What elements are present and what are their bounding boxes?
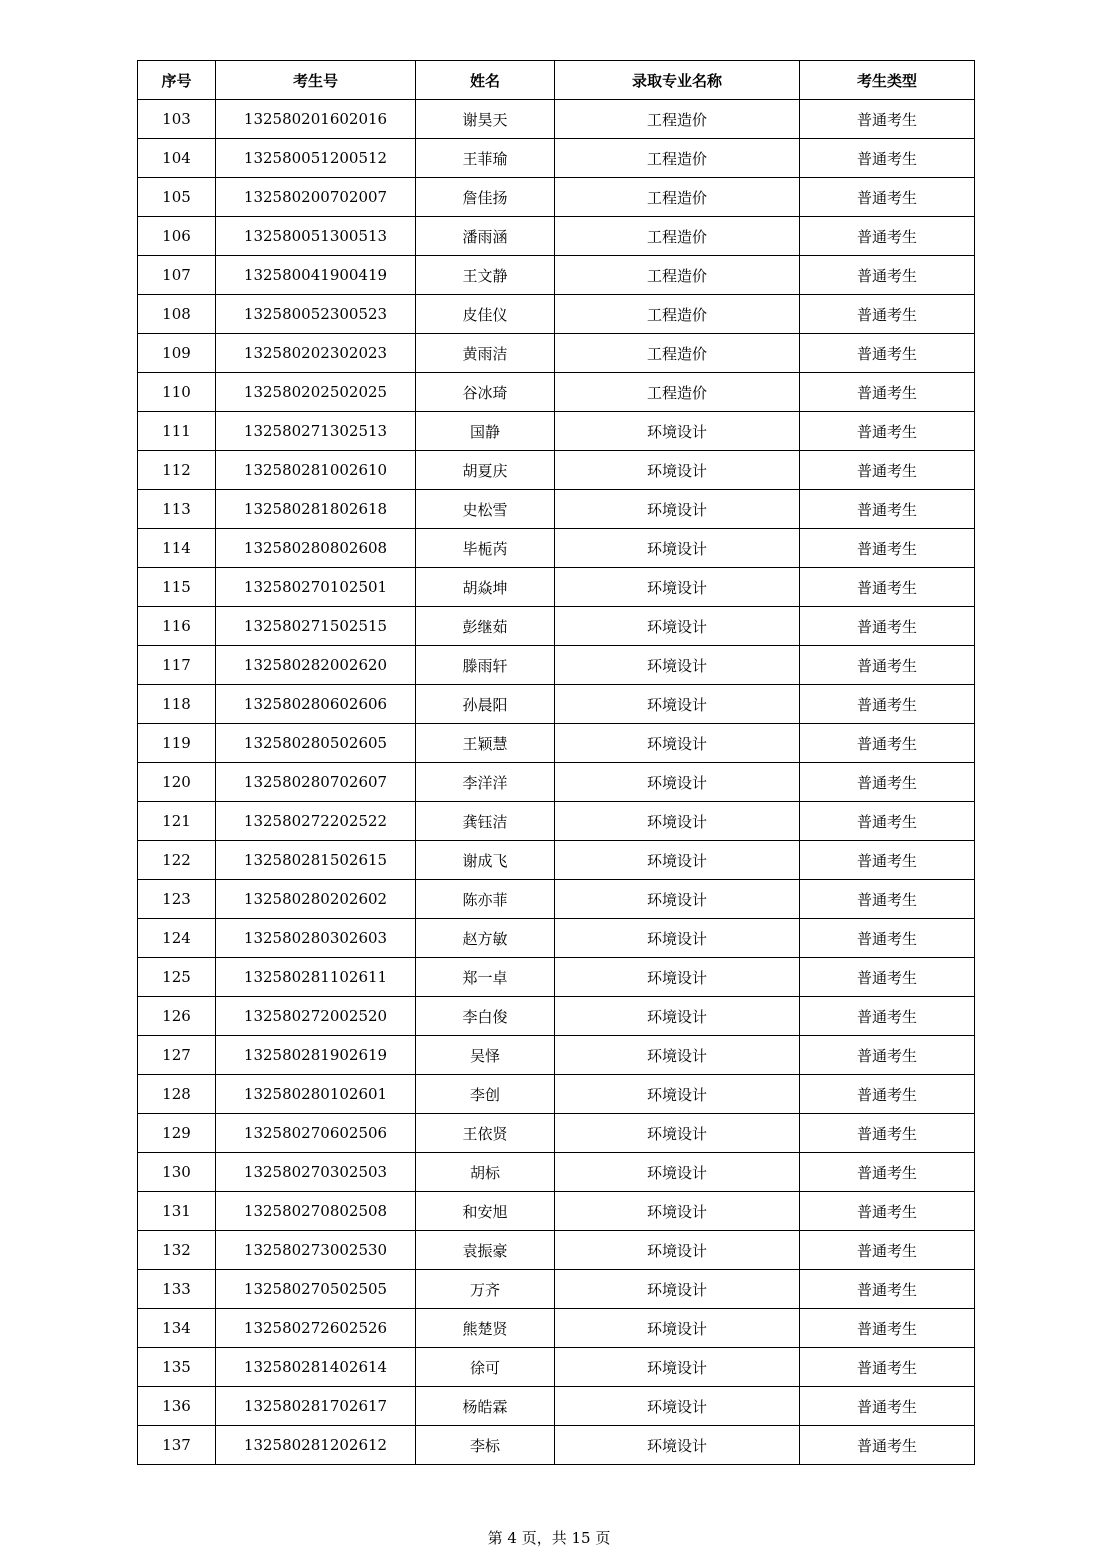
- cell-name: 李白俊: [416, 997, 555, 1036]
- cell-major: 环境设计: [555, 412, 800, 451]
- cell-major: 环境设计: [555, 880, 800, 919]
- cell-candidate-type: 普通考生: [800, 1348, 975, 1387]
- table-row: [138, 1309, 975, 1348]
- cell-candidate-number: 132580280202602: [216, 880, 416, 919]
- cell-candidate-type: 普通考生: [800, 1231, 975, 1270]
- cell-candidate-number: 132580281702617: [216, 1387, 416, 1426]
- table-row: [138, 841, 975, 880]
- table-row: [138, 1231, 975, 1270]
- cell-major: 环境设计: [555, 724, 800, 763]
- cell-name: 赵方敏: [416, 919, 555, 958]
- cell-name: 胡焱坤: [416, 568, 555, 607]
- cell-major: 工程造价: [555, 139, 800, 178]
- cell-candidate-number: 132580201602016: [216, 100, 416, 139]
- cell-serial-number: 134: [138, 1309, 216, 1348]
- cell-major: 环境设计: [555, 1348, 800, 1387]
- cell-name: 王颖慧: [416, 724, 555, 763]
- table-row: [138, 763, 975, 802]
- cell-candidate-number: 132580281502615: [216, 841, 416, 880]
- cell-serial-number: 133: [138, 1270, 216, 1309]
- cell-serial-number: 135: [138, 1348, 216, 1387]
- cell-serial-number: 106: [138, 217, 216, 256]
- cell-candidate-number: 132580202302023: [216, 334, 416, 373]
- cell-serial-number: 117: [138, 646, 216, 685]
- cell-name: 熊楚贤: [416, 1309, 555, 1348]
- cell-candidate-type: 普通考生: [800, 139, 975, 178]
- cell-name: 李创: [416, 1075, 555, 1114]
- cell-major: 环境设计: [555, 685, 800, 724]
- table-row: [138, 1075, 975, 1114]
- cell-candidate-type: 普通考生: [800, 1426, 975, 1465]
- cell-candidate-type: 普通考生: [800, 1075, 975, 1114]
- cell-candidate-type: 普通考生: [800, 529, 975, 568]
- cell-serial-number: 130: [138, 1153, 216, 1192]
- table-row: [138, 607, 975, 646]
- table-row: [138, 139, 975, 178]
- table-row: [138, 295, 975, 334]
- cell-candidate-type: 普通考生: [800, 685, 975, 724]
- header-name: 姓名: [416, 61, 555, 100]
- table-row: [138, 646, 975, 685]
- table-row: [138, 1270, 975, 1309]
- cell-candidate-type: 普通考生: [800, 373, 975, 412]
- cell-candidate-type: 普通考生: [800, 256, 975, 295]
- cell-candidate-number: 132580281002610: [216, 451, 416, 490]
- cell-serial-number: 136: [138, 1387, 216, 1426]
- cell-candidate-number: 132580202502025: [216, 373, 416, 412]
- table-row: [138, 334, 975, 373]
- cell-candidate-type: 普通考生: [800, 178, 975, 217]
- table-row: [138, 1192, 975, 1231]
- table-row: [138, 568, 975, 607]
- cell-name: 李标: [416, 1426, 555, 1465]
- table-row: [138, 373, 975, 412]
- cell-name: 谢成飞: [416, 841, 555, 880]
- cell-major: 工程造价: [555, 217, 800, 256]
- cell-serial-number: 112: [138, 451, 216, 490]
- cell-serial-number: 108: [138, 295, 216, 334]
- cell-major: 环境设计: [555, 568, 800, 607]
- cell-candidate-type: 普通考生: [800, 607, 975, 646]
- cell-major: 环境设计: [555, 1075, 800, 1114]
- cell-name: 胡标: [416, 1153, 555, 1192]
- cell-candidate-number: 132580280702607: [216, 763, 416, 802]
- cell-major: 环境设计: [555, 1192, 800, 1231]
- cell-candidate-type: 普通考生: [800, 802, 975, 841]
- cell-candidate-type: 普通考生: [800, 568, 975, 607]
- cell-name: 谢昊天: [416, 100, 555, 139]
- cell-name: 谷冰琦: [416, 373, 555, 412]
- header-serial-number: 序号: [138, 61, 216, 100]
- cell-name: 万齐: [416, 1270, 555, 1309]
- cell-name: 王菲瑜: [416, 139, 555, 178]
- cell-serial-number: 127: [138, 1036, 216, 1075]
- cell-candidate-type: 普通考生: [800, 451, 975, 490]
- page-footer: 第 4 页，共 15 页: [487, 1529, 611, 1547]
- table-row: [138, 178, 975, 217]
- cell-candidate-number: 132580270302503: [216, 1153, 416, 1192]
- cell-serial-number: 123: [138, 880, 216, 919]
- cell-candidate-number: 132580281202612: [216, 1426, 416, 1465]
- cell-serial-number: 126: [138, 997, 216, 1036]
- table-row: [138, 997, 975, 1036]
- cell-candidate-number: 132580273002530: [216, 1231, 416, 1270]
- table-row: [138, 256, 975, 295]
- cell-candidate-type: 普通考生: [800, 1153, 975, 1192]
- cell-candidate-type: 普通考生: [800, 490, 975, 529]
- cell-serial-number: 120: [138, 763, 216, 802]
- cell-candidate-number: 132580051200512: [216, 139, 416, 178]
- cell-candidate-number: 132580051300513: [216, 217, 416, 256]
- cell-major: 环境设计: [555, 451, 800, 490]
- cell-candidate-number: 132580280502605: [216, 724, 416, 763]
- cell-serial-number: 113: [138, 490, 216, 529]
- cell-candidate-number: 132580270102501: [216, 568, 416, 607]
- cell-candidate-type: 普通考生: [800, 841, 975, 880]
- table-row: [138, 1153, 975, 1192]
- cell-major: 工程造价: [555, 295, 800, 334]
- cell-name: 孙晨阳: [416, 685, 555, 724]
- table-row: [138, 1426, 975, 1465]
- table-row: [138, 958, 975, 997]
- cell-serial-number: 125: [138, 958, 216, 997]
- cell-candidate-type: 普通考生: [800, 1270, 975, 1309]
- cell-candidate-type: 普通考生: [800, 412, 975, 451]
- cell-major: 工程造价: [555, 373, 800, 412]
- cell-serial-number: 115: [138, 568, 216, 607]
- cell-candidate-number: 132580280602606: [216, 685, 416, 724]
- cell-major: 环境设计: [555, 646, 800, 685]
- table-row: [138, 919, 975, 958]
- cell-serial-number: 121: [138, 802, 216, 841]
- cell-name: 胡夏庆: [416, 451, 555, 490]
- cell-name: 王依贤: [416, 1114, 555, 1153]
- cell-candidate-number: 132580272602526: [216, 1309, 416, 1348]
- cell-serial-number: 132: [138, 1231, 216, 1270]
- cell-candidate-number: 132580281102611: [216, 958, 416, 997]
- cell-major: 环境设计: [555, 958, 800, 997]
- cell-major: 环境设计: [555, 490, 800, 529]
- cell-serial-number: 104: [138, 139, 216, 178]
- cell-name: 和安旭: [416, 1192, 555, 1231]
- cell-major: 环境设计: [555, 763, 800, 802]
- cell-candidate-number: 132580270602506: [216, 1114, 416, 1153]
- cell-candidate-number: 132580272202522: [216, 802, 416, 841]
- cell-name: 滕雨轩: [416, 646, 555, 685]
- table-row: [138, 217, 975, 256]
- cell-serial-number: 131: [138, 1192, 216, 1231]
- cell-candidate-number: 132580041900419: [216, 256, 416, 295]
- table-row: [138, 1348, 975, 1387]
- cell-major: 工程造价: [555, 100, 800, 139]
- cell-serial-number: 111: [138, 412, 216, 451]
- cell-major: 工程造价: [555, 256, 800, 295]
- table-row: [138, 490, 975, 529]
- cell-candidate-type: 普通考生: [800, 1192, 975, 1231]
- cell-name: 徐可: [416, 1348, 555, 1387]
- cell-candidate-number: 132580281902619: [216, 1036, 416, 1075]
- cell-name: 陈亦菲: [416, 880, 555, 919]
- cell-candidate-number: 132580272002520: [216, 997, 416, 1036]
- cell-name: 皮佳仪: [416, 295, 555, 334]
- cell-candidate-type: 普通考生: [800, 763, 975, 802]
- cell-candidate-type: 普通考生: [800, 880, 975, 919]
- cell-candidate-number: 132580052300523: [216, 295, 416, 334]
- cell-major: 环境设计: [555, 1114, 800, 1153]
- cell-candidate-type: 普通考生: [800, 295, 975, 334]
- cell-serial-number: 107: [138, 256, 216, 295]
- cell-serial-number: 109: [138, 334, 216, 373]
- table-row: [138, 1387, 975, 1426]
- cell-candidate-type: 普通考生: [800, 958, 975, 997]
- table-row: [138, 412, 975, 451]
- table-row: [138, 1114, 975, 1153]
- cell-name: 国静: [416, 412, 555, 451]
- cell-name: 杨皓霖: [416, 1387, 555, 1426]
- cell-serial-number: 116: [138, 607, 216, 646]
- cell-major: 环境设计: [555, 1426, 800, 1465]
- cell-name: 黄雨洁: [416, 334, 555, 373]
- cell-name: 毕栀芮: [416, 529, 555, 568]
- cell-serial-number: 119: [138, 724, 216, 763]
- cell-major: 环境设计: [555, 607, 800, 646]
- cell-major: 环境设计: [555, 1309, 800, 1348]
- cell-serial-number: 122: [138, 841, 216, 880]
- cell-major: 环境设计: [555, 1387, 800, 1426]
- cell-name: 李洋洋: [416, 763, 555, 802]
- cell-candidate-number: 132580280302603: [216, 919, 416, 958]
- table-row: [138, 451, 975, 490]
- cell-major: 工程造价: [555, 178, 800, 217]
- cell-candidate-number: 132580280802608: [216, 529, 416, 568]
- cell-candidate-type: 普通考生: [800, 217, 975, 256]
- admission-table: [137, 60, 975, 1465]
- table-row: [138, 529, 975, 568]
- cell-candidate-type: 普通考生: [800, 1387, 975, 1426]
- cell-name: 郑一卓: [416, 958, 555, 997]
- cell-name: 潘雨涵: [416, 217, 555, 256]
- cell-serial-number: 103: [138, 100, 216, 139]
- cell-candidate-type: 普通考生: [800, 100, 975, 139]
- cell-name: 龚钰洁: [416, 802, 555, 841]
- table-row: [138, 685, 975, 724]
- cell-candidate-number: 132580271302513: [216, 412, 416, 451]
- cell-major: 环境设计: [555, 1036, 800, 1075]
- cell-major: 工程造价: [555, 334, 800, 373]
- header-major: 录取专业名称: [555, 61, 800, 100]
- cell-major: 环境设计: [555, 841, 800, 880]
- cell-candidate-type: 普通考生: [800, 997, 975, 1036]
- cell-candidate-number: 132580270502505: [216, 1270, 416, 1309]
- cell-major: 环境设计: [555, 997, 800, 1036]
- cell-name: 吴怿: [416, 1036, 555, 1075]
- cell-name: 彭继茹: [416, 607, 555, 646]
- cell-serial-number: 114: [138, 529, 216, 568]
- cell-candidate-type: 普通考生: [800, 646, 975, 685]
- cell-candidate-type: 普通考生: [800, 334, 975, 373]
- cell-candidate-number: 132580282002620: [216, 646, 416, 685]
- cell-major: 环境设计: [555, 529, 800, 568]
- cell-candidate-type: 普通考生: [800, 1036, 975, 1075]
- table-header-row: [138, 61, 975, 100]
- cell-candidate-number: 132580281402614: [216, 1348, 416, 1387]
- cell-candidate-type: 普通考生: [800, 919, 975, 958]
- cell-candidate-number: 132580200702007: [216, 178, 416, 217]
- table-row: [138, 880, 975, 919]
- table-body: [138, 100, 975, 1465]
- cell-major: 环境设计: [555, 1231, 800, 1270]
- cell-major: 环境设计: [555, 919, 800, 958]
- cell-major: 环境设计: [555, 1153, 800, 1192]
- cell-serial-number: 128: [138, 1075, 216, 1114]
- cell-name: 袁振豪: [416, 1231, 555, 1270]
- table-row: [138, 724, 975, 763]
- cell-candidate-number: 132580281802618: [216, 490, 416, 529]
- cell-serial-number: 129: [138, 1114, 216, 1153]
- header-candidate-number: 考生号: [216, 61, 416, 100]
- cell-serial-number: 105: [138, 178, 216, 217]
- table-row: [138, 802, 975, 841]
- cell-serial-number: 124: [138, 919, 216, 958]
- cell-serial-number: 118: [138, 685, 216, 724]
- cell-major: 环境设计: [555, 802, 800, 841]
- cell-major: 环境设计: [555, 1270, 800, 1309]
- header-candidate-type: 考生类型: [800, 61, 975, 100]
- cell-candidate-number: 132580270802508: [216, 1192, 416, 1231]
- cell-name: 王文静: [416, 256, 555, 295]
- cell-candidate-type: 普通考生: [800, 724, 975, 763]
- cell-candidate-number: 132580280102601: [216, 1075, 416, 1114]
- cell-candidate-number: 132580271502515: [216, 607, 416, 646]
- cell-serial-number: 110: [138, 373, 216, 412]
- table-row: [138, 100, 975, 139]
- cell-name: 詹佳扬: [416, 178, 555, 217]
- cell-candidate-type: 普通考生: [800, 1114, 975, 1153]
- table-row: [138, 1036, 975, 1075]
- cell-candidate-type: 普通考生: [800, 1309, 975, 1348]
- cell-serial-number: 137: [138, 1426, 216, 1465]
- cell-name: 史松雪: [416, 490, 555, 529]
